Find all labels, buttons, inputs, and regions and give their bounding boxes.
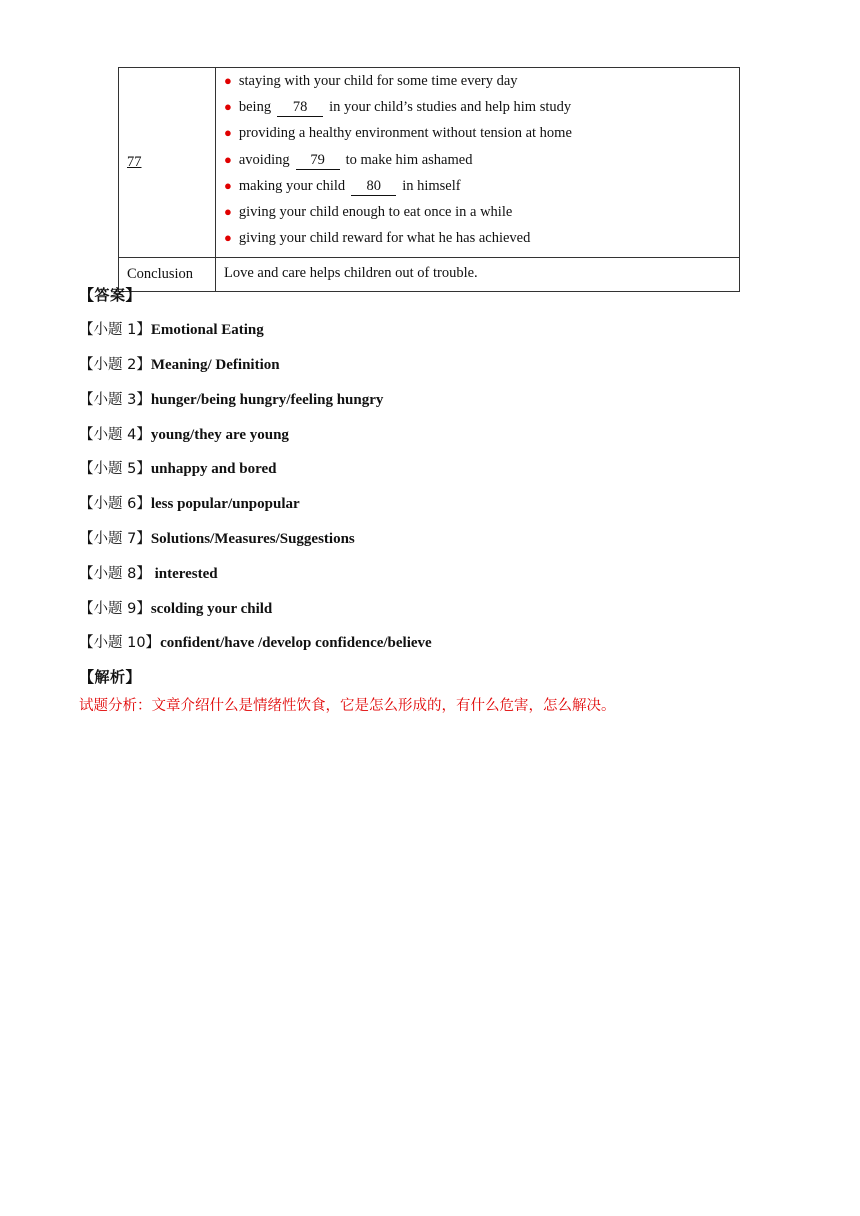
answer-item: 【小题 6】less popular/unpopular	[79, 496, 300, 512]
answer-item: 【小题 1】Emotional Eating	[79, 322, 264, 338]
bullet-icon: ●	[224, 99, 232, 115]
bullet-icon: ●	[224, 73, 232, 88]
answer-item: 【小题 3】hunger/being hungry/feeling hungry	[79, 392, 384, 408]
conclusion-row	[119, 258, 740, 292]
answer-item: 【小题 8】 interested	[79, 566, 218, 582]
bullet-icon: ●	[224, 177, 232, 193]
bullet-item: ● being 78 in your child’s studies and help him study	[224, 99, 572, 116]
bullet-item: ● giving your child reward for what he has achieved	[224, 230, 531, 247]
bullet-icon: ●	[224, 151, 232, 167]
blank-77-label: 77	[127, 154, 142, 171]
bullet-item: ● avoiding 79 to make him ashamed	[224, 151, 473, 168]
bullet-icon: ●	[224, 203, 232, 219]
answer-item: 【小题 2】Meaning/ Definition	[79, 357, 280, 373]
answer-item: 【小题 9】scolding your child	[79, 601, 273, 617]
summary-table	[118, 67, 740, 292]
blank-79: 79	[296, 151, 340, 170]
bullet-item: ● staying with your child for some time every day	[224, 73, 518, 89]
analysis-text: 试题分析：文章介绍什么是情绪性饮食，它是怎么形成的，有什么危害，怎么解决。	[79, 698, 616, 714]
answer-item: 【小题 10】confident/have /develop confidence/believe	[79, 635, 432, 651]
conclusion-text: Love and care helps children out of trouble.	[216, 258, 740, 292]
conclusion-label: Conclusion	[119, 258, 216, 292]
analysis-heading: 【解析】	[79, 668, 142, 686]
answer-heading: 【答案】	[79, 286, 142, 304]
answer-item: 【小题 7】Solutions/Measures/Suggestions	[79, 531, 355, 547]
bullet-icon: ●	[224, 230, 232, 246]
blank-80: 80	[351, 177, 396, 196]
bullet-item: ● giving your child enough to eat once in a while	[224, 203, 513, 220]
bullet-item: ● providing a healthy environment without tension at home	[224, 125, 572, 142]
blank-78: 78	[277, 98, 323, 117]
solutions-list-cell	[216, 68, 740, 258]
bullet-icon: ●	[224, 125, 232, 141]
answer-item: 【小题 5】unhappy and bored	[79, 461, 277, 477]
solutions-label-cell	[119, 68, 216, 258]
answer-item: 【小题 4】young/they are young	[79, 427, 289, 443]
solutions-row	[119, 68, 740, 258]
bullet-item: ● making your child 80 in himself	[224, 177, 461, 194]
